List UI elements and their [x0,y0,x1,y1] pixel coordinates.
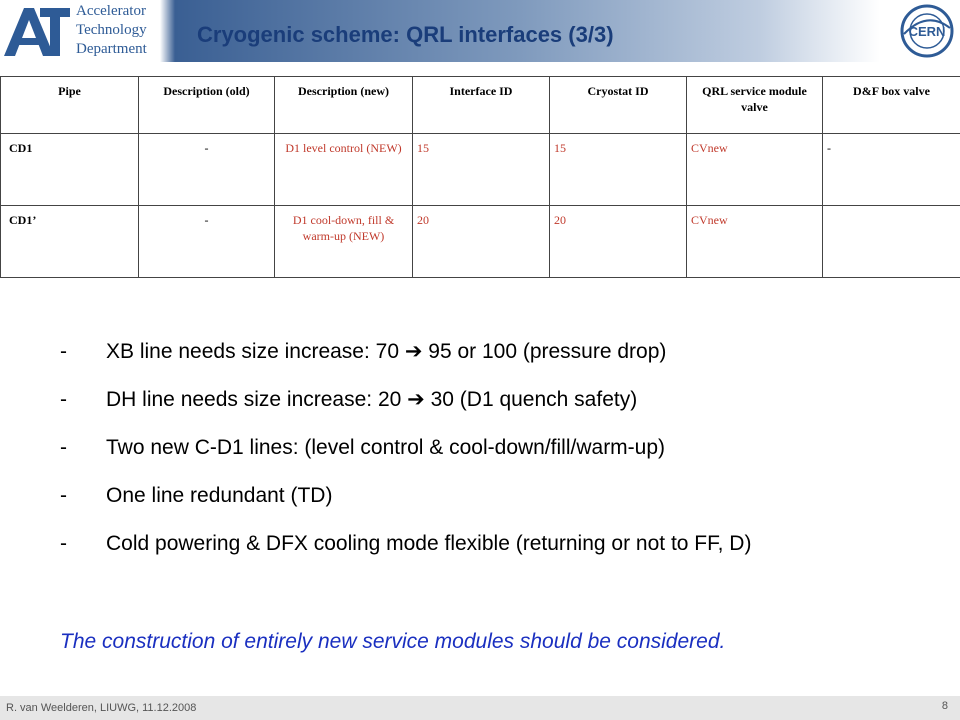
bullet-item [60,484,940,532]
cell-interface-id: 20 [413,206,550,278]
cell-cryostat-id: 15 [550,134,687,206]
at-logo-icon [2,4,72,58]
cell-desc-old: - [139,206,275,278]
page-number: 8 [941,700,948,712]
cell-desc-new: D1 level control (NEW) [275,134,413,206]
cell-cryostat-id: 20 [550,206,687,278]
footer-author: R. van Weelderen, LIUWG, 11.12.2008 [6,702,197,714]
cell-df-valve [823,206,960,278]
cell-pipe: CD1’ [1,206,139,278]
conclusion-text: The construction of entirely new service modules should be considered. [60,630,726,653]
col-header-desc-old: Description (old) [139,77,275,134]
slide-header [0,0,960,62]
table-row [1,134,960,206]
logo-line-2: Technology [76,22,147,38]
bullet-marker: - [60,388,67,411]
bullet-marker: - [60,340,67,363]
col-header-cryostat-id: Cryostat ID [550,77,687,134]
table-row [1,206,960,278]
bullet-text: DH line needs size increase: 20 ➔ 30 (D1 quench safety) [106,388,638,411]
department-name [76,2,160,59]
cell-desc-new: D1 cool-down, fill & warm-up (NEW) [275,206,413,278]
bullet-marker: - [60,484,67,507]
slide-title: Cryogenic scheme: QRL interfaces (3/3) [197,22,614,47]
department-logo [0,0,160,62]
bullet-item [60,388,940,436]
cell-qrl-valve: CVnew [687,206,823,278]
svg-text:CERN: CERN [908,24,946,39]
bullet-marker: - [60,532,67,555]
col-header-qrl-valve: QRL service module valve [687,77,823,134]
col-header-interface-id: Interface ID [413,77,550,134]
cern-logo-icon [896,2,958,60]
bullet-item [60,436,940,484]
cell-df-valve: - [823,134,960,206]
qrl-interface-table [0,76,960,278]
cell-desc-old: - [139,134,275,206]
cell-interface-id: 15 [413,134,550,206]
bullet-text: Cold powering & DFX cooling mode flexible (returning or not to FF, D) [106,532,752,555]
bullet-marker: - [60,436,67,459]
logo-line-3: Department [76,41,147,57]
bullet-text: XB line needs size increase: 70 ➔ 95 or 100 (pressure drop) [106,340,667,363]
table-header-row [1,77,960,134]
col-header-df-valve: D&F box valve [823,77,960,134]
cell-qrl-valve: CVnew [687,134,823,206]
bullet-list [60,340,940,580]
cell-pipe: CD1 [1,134,139,206]
col-header-desc-new: Description (new) [275,77,413,134]
slide-footer [0,696,960,720]
bullet-text: Two new C-D1 lines: (level control & cool-down/fill/warm-up) [106,436,666,459]
bullet-item [60,340,940,388]
bullet-item [60,532,940,580]
col-header-pipe: Pipe [1,77,139,134]
logo-line-1: Accelerator [76,3,146,19]
bullet-text: One line redundant (TD) [106,484,333,507]
